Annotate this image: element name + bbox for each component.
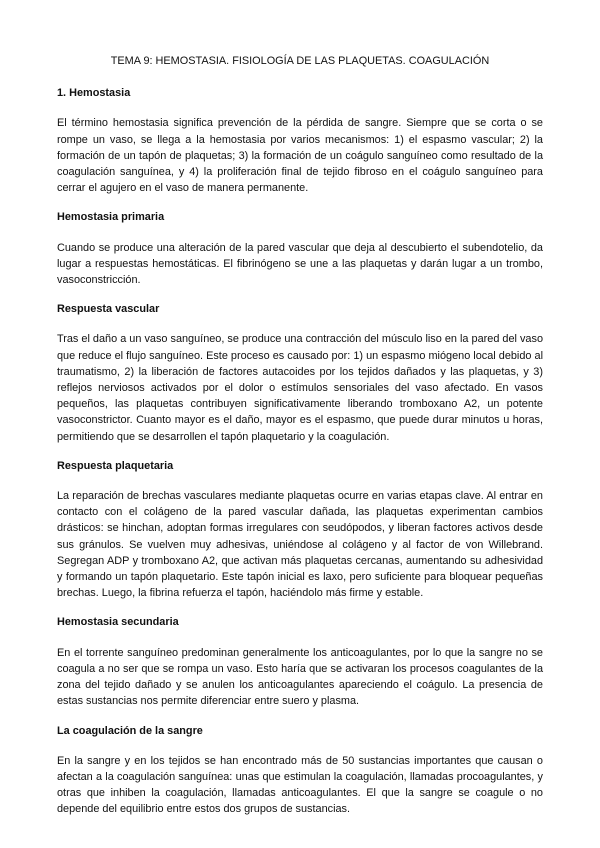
- section-paragraph: El término hemostasia significa prevención de la pérdida de sangre. Siempre que se corta o se rompe un vaso, se llega a la hemostasia por varios mecanismos: 1) el espasmo vascular; 2) la formación de un tapón de plaquetas; 3) la formación de un coágulo sanguíneo como resultado de la coagulación sanguínea, y 4) la proliferación final de tejido fibroso en el coágulo sanguíneo para cerrar el agujero en el vaso de manera permanente.: [57, 117, 543, 195]
- section-heading: Hemostasia secundaria: [57, 616, 179, 629]
- section-paragraph: La reparación de brechas vasculares mediante plaquetas ocurre en varias etapas clave. Al entrar en contacto con el colágeno de la pared vascular dañada, las plaquetas experimentan cambios drásticos: se hinchan, adoptan formas irregulares con seudópodos, y liberan factores activos desde sus gránulos. Se vuelven muy adhesivas, uniéndose al colágeno y al factor de von Willebrand. Segregan ADP y tromboxano A2, que activan más plaquetas cercanas, aumentando su adhesividad y formando un tapón plaquetario. Este tapón inicial es laxo, pero suficiente para bloquear pequeñas brechas. Luego, la fibrina refuerza el tapón, haciéndolo más firme y estable.: [57, 490, 543, 600]
- section-paragraph: En la sangre y en los tejidos se han encontrado más de 50 sustancias importantes que causan o afectan a la coagulación sanguínea: unas que estimulan la coagulación, llamadas procoagulantes, y otras que inhiben la coagulación, llamadas anticoagulantes. El que la sangre se coagule o no depende del equilibrio entre estos dos grupos de sustancias.: [57, 754, 543, 816]
- section-heading: Respuesta plaquetaria: [57, 459, 174, 472]
- section-hemostasia: [57, 85, 543, 196]
- section-paragraph: Tras el daño a un vaso sanguíneo, se produce una contracción del músculo liso en la pared del vaso que reduce el flujo sanguíneo. Este proceso es causado por: 1) un espasmo miógeno local debido al traumatismo, 2) la liberación de factores autacoides por los tejidos dañados y las plaquetas, y 3) reflejos nerviosos activados por el dolor o estímulos sensoriales del vaso afectado. En vasos pequeños, las plaquetas contribuyen significativamente liberando tromboxano A2, un potente vasoconstrictor. Cuanto mayor es el daño, mayor es el espasmo, que puede durar minutos u horas, permitiendo que se desarrollen el tapón plaquetario y la coagulación.: [57, 333, 543, 443]
- section-paragraph: Cuando se produce una alteración de la pared vascular que deja al descubierto el subendotelio, da lugar a respuestas hemostáticas. El fibrinógeno se une a las plaquetas y darán lugar a un trombo, vasoconstricción.: [57, 241, 543, 287]
- section-paragraph: En el torrente sanguíneo predominan generalmente los anticoagulantes, por lo que la sangre no se coagula a no ser que se rompa un vaso. Esto haría que se activaran los procesos coagulantes de la zona del tejido dañado y se anulen los anticoagulantes apareciendo el coágulo. La presencia de estas sustancias nos permite diferenciar entre suero y plasma.: [57, 646, 543, 708]
- section-coagulacion: [57, 723, 543, 818]
- section-heading: Respuesta vascular: [57, 303, 160, 316]
- section-heading: 1. Hemostasia: [57, 87, 131, 100]
- document-title: TEMA 9: HEMOSTASIA. FISIOLOGÍA DE LAS PLAQUETAS. COAGULACIÓN: [110, 55, 490, 67]
- section-respuesta-plaquetaria: [57, 458, 543, 602]
- section-hemostasia-primaria: [57, 209, 543, 288]
- section-respuesta-vascular: [57, 301, 543, 445]
- section-heading: Hemostasia primaria: [57, 211, 165, 224]
- section-hemostasia-secundaria: [57, 614, 543, 709]
- section-heading: La coagulación de la sangre: [57, 724, 203, 737]
